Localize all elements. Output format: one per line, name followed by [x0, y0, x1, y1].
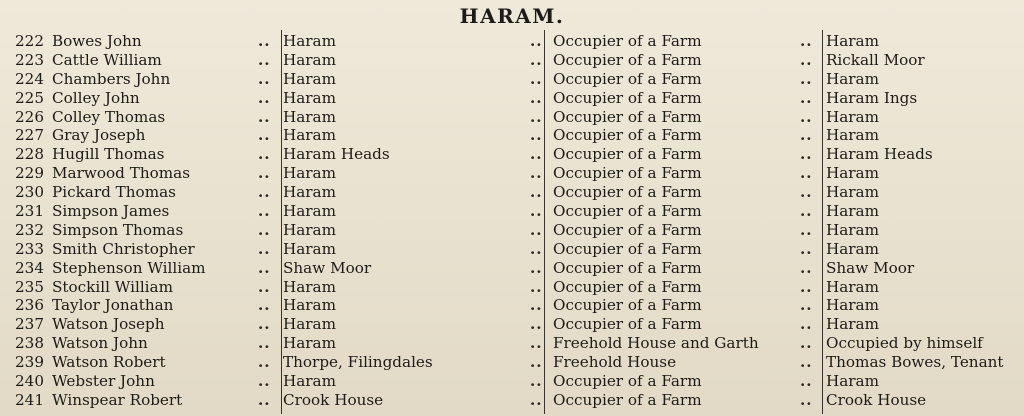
voter-abode: Haram: [283, 88, 337, 107]
dot-leader: ..: [800, 32, 813, 50]
voter-abode: Haram: [283, 202, 337, 221]
voter-property: Haram: [826, 220, 880, 239]
voter-number: 238: [15, 334, 44, 353]
dot-leader: ..: [800, 296, 813, 315]
voter-abode: Haram: [283, 315, 337, 334]
voter-property: Haram: [826, 277, 880, 296]
voter-name: Winspear Robert: [52, 390, 183, 409]
dot-leader: ..: [258, 372, 271, 391]
voter-property: Thomas Bowes, Tenant: [826, 353, 1004, 372]
voter-name: Bowes John: [52, 32, 142, 50]
voter-name: Gray Joseph: [52, 126, 146, 145]
voter-property: Haram Heads: [826, 145, 933, 164]
voter-number: 224: [15, 69, 44, 88]
voter-number: 227: [15, 126, 44, 145]
voter-abode: Haram: [283, 220, 337, 239]
voter-row: [0, 296, 1024, 315]
voter-name: Stephenson William: [52, 258, 206, 277]
dot-leader: ..: [530, 202, 543, 221]
voter-qualification: Occupier of a Farm: [553, 239, 702, 258]
dot-leader: ..: [258, 50, 271, 69]
voter-number: 241: [15, 390, 44, 409]
voter-row: [0, 164, 1024, 183]
voter-number: 223: [15, 50, 44, 69]
dot-leader: ..: [800, 107, 813, 126]
voter-name: Watson Robert: [52, 353, 166, 372]
voter-property: Haram: [826, 202, 880, 221]
voter-name: Marwood Thomas: [52, 164, 191, 183]
voter-property: Haram Ings: [826, 88, 918, 107]
voter-number: 237: [15, 315, 44, 334]
dot-leader: ..: [530, 145, 543, 164]
voter-qualification: Occupier of a Farm: [553, 296, 702, 315]
voter-property: Haram: [826, 372, 880, 391]
voter-name: Watson John: [52, 334, 148, 353]
voter-name: Hugill Thomas: [52, 145, 165, 164]
voter-qualification: Freehold House: [553, 353, 677, 372]
dot-leader: ..: [530, 315, 543, 334]
dot-leader: ..: [530, 390, 543, 409]
dot-leader: ..: [258, 107, 271, 126]
voter-property: Crook House: [826, 390, 927, 409]
voter-property: Shaw Moor: [826, 258, 915, 277]
voter-name: Chambers John: [52, 69, 171, 88]
voter-name: Colley John: [52, 88, 140, 107]
dot-leader: ..: [530, 88, 543, 107]
dot-leader: ..: [530, 258, 543, 277]
voter-number: 230: [15, 183, 44, 202]
voter-abode: Haram: [283, 164, 337, 183]
voter-property: Rickall Moor: [826, 50, 925, 69]
voter-number: 240: [15, 372, 44, 391]
voter-row: [0, 89, 1024, 108]
voter-row: [0, 70, 1024, 89]
voter-property: Haram: [826, 126, 880, 145]
voter-number: 225: [15, 88, 44, 107]
voter-property: Haram: [826, 183, 880, 202]
voter-row: [0, 32, 1024, 51]
dot-leader: ..: [258, 220, 271, 239]
voter-property: Haram: [826, 239, 880, 258]
voter-qualification: Occupier of a Farm: [553, 258, 702, 277]
dot-leader: ..: [258, 334, 271, 353]
voter-abode: Haram: [283, 183, 337, 202]
voter-qualification: Occupier of a Farm: [553, 390, 702, 409]
voter-number: 236: [15, 296, 44, 315]
dot-leader: ..: [258, 202, 271, 221]
dot-leader: ..: [258, 239, 271, 258]
voter-row: [0, 315, 1024, 334]
dot-leader: ..: [530, 107, 543, 126]
dot-leader: ..: [800, 88, 813, 107]
dot-leader: ..: [530, 239, 543, 258]
dot-leader: ..: [800, 315, 813, 334]
dot-leader: ..: [258, 145, 271, 164]
voter-number: 239: [15, 353, 44, 372]
voter-list: [0, 32, 1024, 410]
voter-row: [0, 391, 1024, 410]
dot-leader: ..: [800, 220, 813, 239]
page-title: HARAM.: [459, 4, 565, 28]
voter-abode: Thorpe, Filingdales: [283, 353, 433, 372]
dot-leader: ..: [258, 390, 271, 409]
voter-abode: Haram: [283, 239, 337, 258]
voter-row: [0, 183, 1024, 202]
dot-leader: ..: [800, 183, 813, 202]
voter-qualification: Occupier of a Farm: [553, 126, 702, 145]
voter-name: Stockill William: [52, 277, 173, 296]
dot-leader: ..: [800, 69, 813, 88]
voter-row: [0, 372, 1024, 391]
dot-leader: ..: [258, 258, 271, 277]
voter-qualification: Occupier of a Farm: [553, 145, 702, 164]
voter-name: Colley Thomas: [52, 107, 166, 126]
voter-row: [0, 202, 1024, 221]
dot-leader: ..: [800, 126, 813, 145]
voter-name: Cattle William: [52, 50, 162, 69]
voter-number: 229: [15, 164, 44, 183]
voter-name: Simpson James: [52, 202, 170, 221]
dot-leader: ..: [800, 145, 813, 164]
voter-property: Haram: [826, 315, 880, 334]
voter-qualification: Occupier of a Farm: [553, 69, 702, 88]
voter-abode: Shaw Moor: [283, 258, 372, 277]
voter-number: 231: [15, 202, 44, 221]
dot-leader: ..: [258, 69, 271, 88]
voter-number: 235: [15, 277, 44, 296]
voter-row: [0, 278, 1024, 297]
voter-number: 232: [15, 220, 44, 239]
voter-abode: Haram Heads: [283, 145, 390, 164]
dot-leader: ..: [530, 372, 543, 391]
voter-qualification: Occupier of a Farm: [553, 32, 702, 50]
voter-abode: Haram: [283, 32, 337, 50]
dot-leader: ..: [530, 183, 543, 202]
dot-leader: ..: [800, 258, 813, 277]
voter-row: [0, 221, 1024, 240]
dot-leader: ..: [800, 390, 813, 409]
dot-leader: ..: [258, 315, 271, 334]
dot-leader: ..: [800, 372, 813, 391]
voter-qualification: Occupier of a Farm: [553, 88, 702, 107]
voter-qualification: Occupier of a Farm: [553, 164, 702, 183]
dot-leader: ..: [800, 50, 813, 69]
voter-property: Haram: [826, 107, 880, 126]
dot-leader: ..: [530, 32, 543, 50]
voter-abode: Haram: [283, 50, 337, 69]
voter-number: 228: [15, 145, 44, 164]
voter-property: Occupied by himself: [826, 334, 983, 353]
voter-name: Watson Joseph: [52, 315, 165, 334]
voter-name: Taylor Jonathan: [52, 296, 174, 315]
dot-leader: ..: [800, 277, 813, 296]
voter-qualification: Occupier of a Farm: [553, 107, 702, 126]
dot-leader: ..: [530, 334, 543, 353]
voter-number: 234: [15, 258, 44, 277]
dot-leader: ..: [530, 296, 543, 315]
dot-leader: ..: [258, 183, 271, 202]
voter-row: [0, 259, 1024, 278]
voter-qualification: Occupier of a Farm: [553, 183, 702, 202]
voter-abode: Crook House: [283, 390, 384, 409]
voter-number: 222: [15, 32, 44, 50]
dot-leader: ..: [530, 220, 543, 239]
voter-abode: Haram: [283, 126, 337, 145]
dot-leader: ..: [258, 277, 271, 296]
dot-leader: ..: [530, 50, 543, 69]
voter-name: Pickard Thomas: [52, 183, 176, 202]
voter-row: [0, 145, 1024, 164]
voter-row: [0, 51, 1024, 70]
voter-row: [0, 240, 1024, 259]
dot-leader: ..: [258, 126, 271, 145]
voter-abode: Haram: [283, 334, 337, 353]
voter-abode: Haram: [283, 69, 337, 88]
voter-qualification: Occupier of a Farm: [553, 372, 702, 391]
voter-name: Webster John: [52, 372, 155, 391]
voter-abode: Haram: [283, 107, 337, 126]
voter-row: [0, 126, 1024, 145]
voter-qualification: Freehold House and Garth: [553, 334, 759, 353]
voter-row: [0, 353, 1024, 372]
dot-leader: ..: [258, 296, 271, 315]
dot-leader: ..: [800, 202, 813, 221]
voter-name: Simpson Thomas: [52, 220, 184, 239]
dot-leader: ..: [800, 353, 813, 372]
voter-qualification: Occupier of a Farm: [553, 50, 702, 69]
dot-leader: ..: [800, 334, 813, 353]
dot-leader: ..: [530, 126, 543, 145]
voter-abode: Haram: [283, 372, 337, 391]
voter-number: 226: [15, 107, 44, 126]
voter-property: Haram: [826, 164, 880, 183]
dot-leader: ..: [800, 239, 813, 258]
dot-leader: ..: [530, 69, 543, 88]
dot-leader: ..: [530, 164, 543, 183]
voter-property: Haram: [826, 32, 880, 50]
voter-property: Haram: [826, 296, 880, 315]
voter-row: [0, 108, 1024, 127]
voter-qualification: Occupier of a Farm: [553, 202, 702, 221]
voter-property: Haram: [826, 69, 880, 88]
dot-leader: ..: [258, 164, 271, 183]
voter-number: 233: [15, 239, 44, 258]
dot-leader: ..: [530, 353, 543, 372]
dot-leader: ..: [258, 32, 271, 50]
voter-abode: Haram: [283, 277, 337, 296]
dot-leader: ..: [530, 277, 543, 296]
dot-leader: ..: [258, 353, 271, 372]
voter-row: [0, 334, 1024, 353]
voter-qualification: Occupier of a Farm: [553, 277, 702, 296]
voter-abode: Haram: [283, 296, 337, 315]
dot-leader: ..: [800, 164, 813, 183]
voter-qualification: Occupier of a Farm: [553, 315, 702, 334]
dot-leader: ..: [258, 88, 271, 107]
voter-qualification: Occupier of a Farm: [553, 220, 702, 239]
voter-name: Smith Christopher: [52, 239, 195, 258]
